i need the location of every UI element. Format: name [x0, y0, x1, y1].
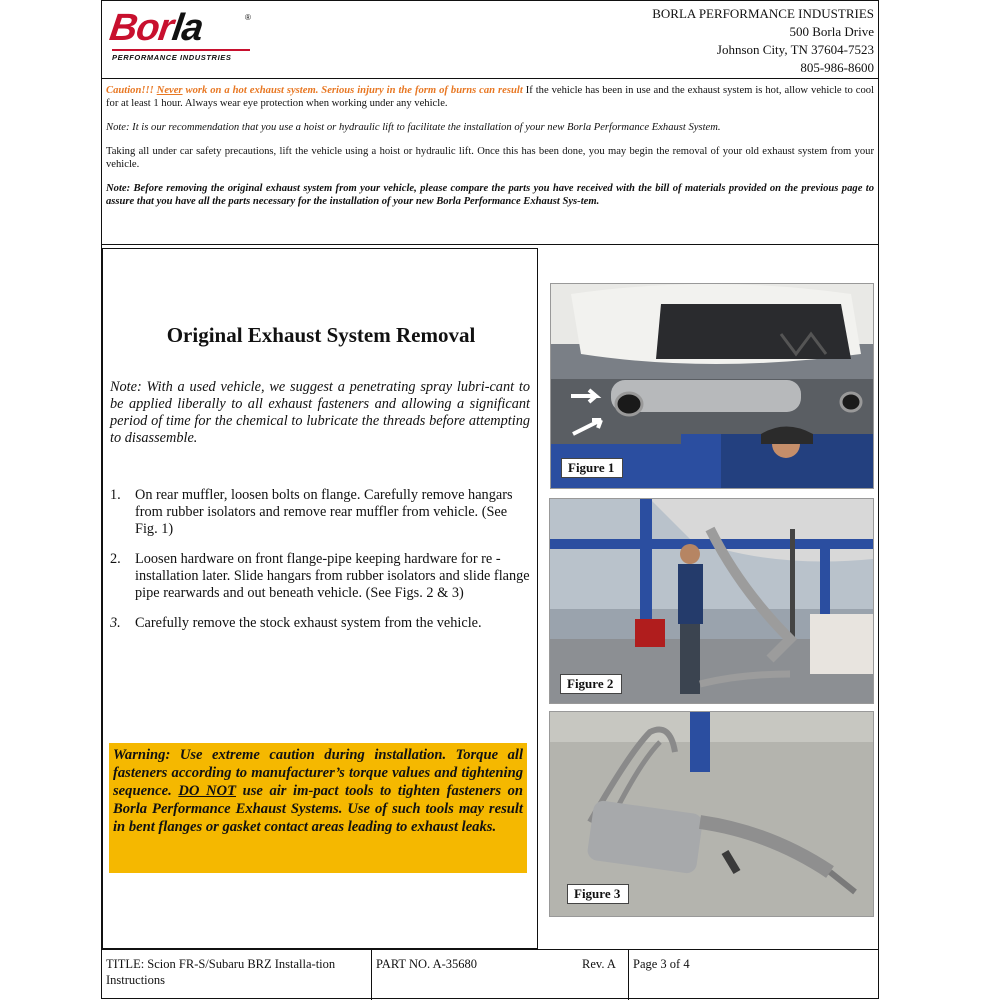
figure-3-label: Figure 3	[567, 884, 629, 904]
parts-check-note: Note: Before removing the original exhaust system from your vehicle, please compare the parts you have received with the bill of materials provided on the previous page to assure that you have all the parts necessary for the installation of your new Borla Performance Exhaust Sys-tem.	[106, 183, 874, 207]
figure-3-photo	[549, 711, 874, 917]
page-header	[102, 1, 878, 79]
list-item: 1. On rear muffler, loosen bolts on flange. Carefully remove hangars from rubber isolators and remove rear muffler from vehicle. (See Fig. 1)	[110, 487, 513, 537]
figure-1-label: Figure 1	[561, 458, 623, 478]
lubricant-note: Note: With a used vehicle, we suggest a penetrating spray lubri-cant to be applied liberally to all exhaust fasteners and allowing a significant period of time for the chemical to lubricate the threads before attempting to disassemble.	[110, 379, 530, 446]
page-footer	[102, 949, 878, 1000]
intro-section	[102, 79, 878, 245]
footer-title: TITLE: Scion FR-S/Subaru BRZ Installa-tion Instructions	[102, 950, 372, 1000]
borla-logo: Borla ® PERFORMANCE INDUSTRIES	[107, 7, 251, 62]
caution-paragraph: Caution!!! Never work on a hot exhaust system. Serious injury in the form of burns can result If the vehicle has been in use and the exhaust system is hot, allow vehicle to cool for at least 1 hour. Always wear eye protection when working under any vehicle.	[106, 85, 875, 109]
phone-number: 805-986-8600	[800, 60, 874, 75]
removal-instructions	[102, 248, 538, 949]
list-item: 3. Carefully remove the stock exhaust system from the vehicle.	[110, 615, 482, 631]
page-number: Page 3 of 4	[633, 957, 690, 971]
figure-2-label: Figure 2	[560, 674, 622, 694]
list-item: 2. Loosen hardware on front flange-pipe keeping hardware for re -installation later. Slide hangars from rubber isolators and slide flange pipe rearwards and out beneath vehicle. (See Figs. 2 & 3)	[110, 551, 530, 601]
warning-box: Warning: Use extreme caution during installation. Torque all fasteners according to manufacturer’s torque values and tightening sequence. DO NOT use air im-pact tools to tighten fasteners on Borla Performance Exhaust Systems. Use of such tools may result in bent flanges or gasket contact areas leading to exhaust leaks.	[109, 743, 527, 873]
company-name: BORLA PERFORMANCE INDUSTRIES	[652, 6, 874, 21]
section-title: Original Exhaust System Removal	[166, 323, 476, 347]
part-number: PART NO. A-35680	[376, 957, 478, 971]
figure-1-photo	[550, 283, 874, 489]
city-state-zip: Johnson City, TN 37604-7523	[716, 42, 874, 57]
figure-2-photo	[549, 498, 874, 704]
street-address: 500 Borla Drive	[789, 24, 874, 39]
steps-list	[110, 487, 530, 645]
footer-part	[372, 950, 629, 1000]
instruction-page	[101, 0, 879, 999]
company-address	[652, 5, 874, 77]
hoist-note: Note: It is our recommendation that you use a hoist or hydraulic lift to facilitate the installation of your new Borla Performance Exhaust System.	[106, 122, 721, 133]
lift-paragraph: Taking all under car safety precautions, lift the vehicle using a hoist or hydraulic lift. Once this has been done, you may begin the removal of your old exhaust system from your vehicle.	[106, 146, 874, 170]
revision: Rev. A	[582, 957, 616, 971]
